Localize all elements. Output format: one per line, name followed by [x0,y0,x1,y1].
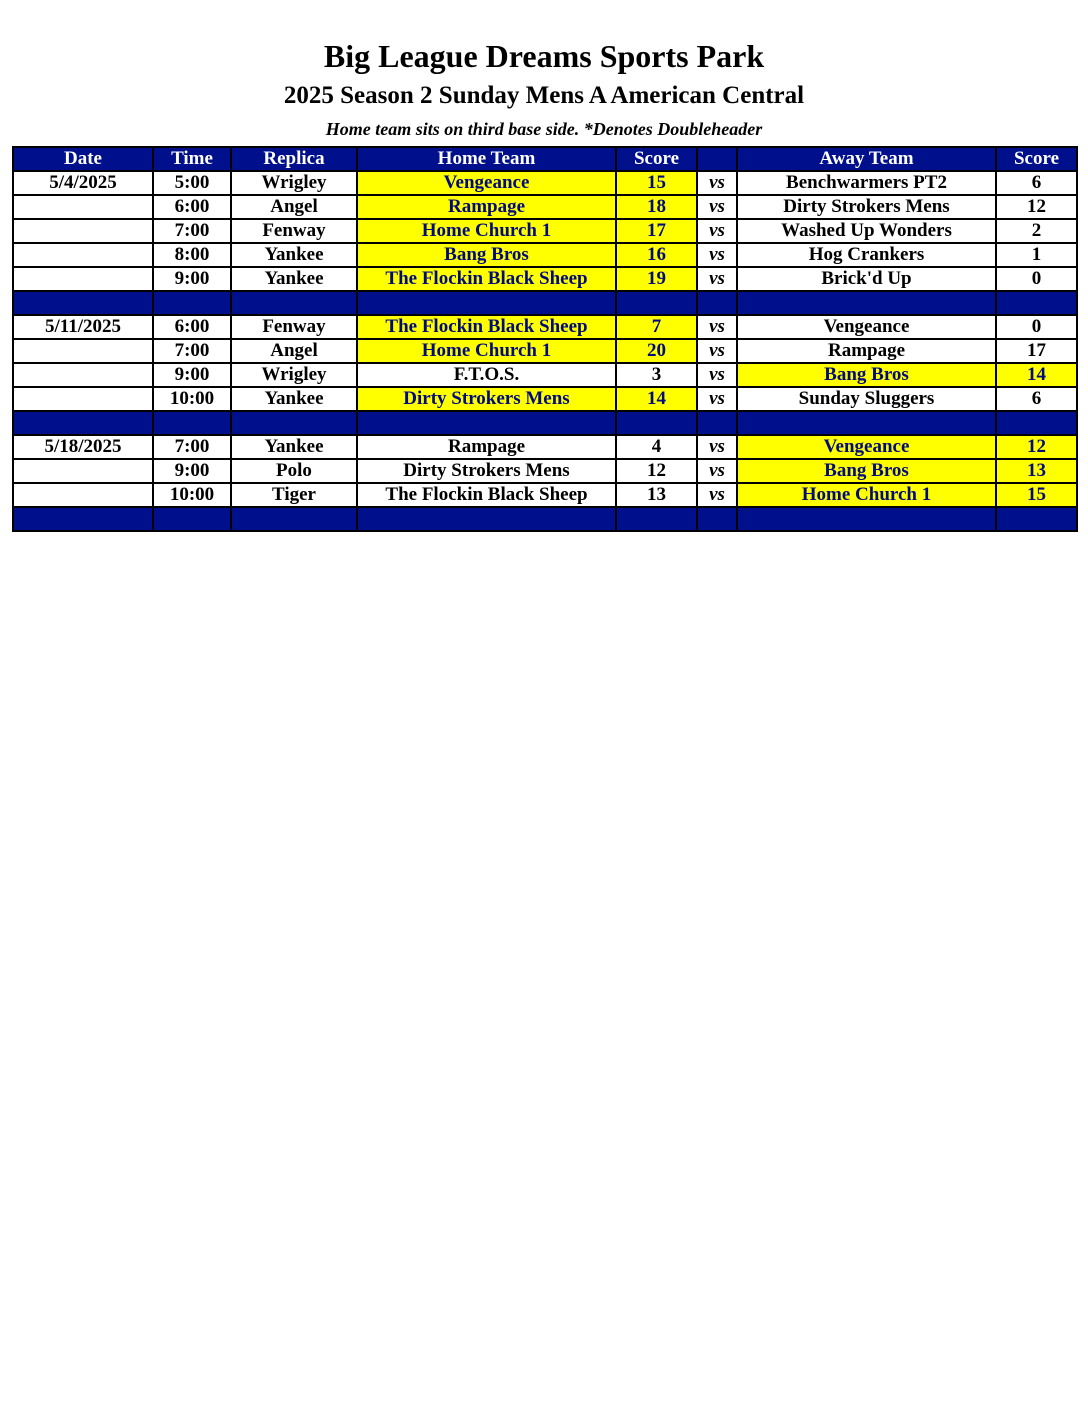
away-score: 12 [996,195,1077,219]
schedule-body [13,171,1077,531]
vs-label: vs [697,315,737,339]
column-header-replica: Replica [231,147,357,171]
home-score: 4 [616,435,697,459]
game-date [13,267,153,291]
away-team: Sunday Sluggers [737,387,996,411]
game-date: 5/4/2025 [13,171,153,195]
separator-cell [231,507,357,531]
separator-cell [231,291,357,315]
home-team: Home Church 1 [357,339,616,363]
table-row [13,315,1077,339]
away-score: 0 [996,315,1077,339]
vs-label: vs [697,387,737,411]
home-score: 13 [616,483,697,507]
game-replica-field: Angel [231,195,357,219]
separator-cell [357,291,616,315]
separator-cell [616,411,697,435]
away-team: Home Church 1 [737,483,996,507]
away-score: 13 [996,459,1077,483]
home-team: Home Church 1 [357,219,616,243]
away-team: Vengeance [737,315,996,339]
column-header-time: Time [153,147,231,171]
home-score: 14 [616,387,697,411]
game-time: 7:00 [153,435,231,459]
away-team: Rampage [737,339,996,363]
column-header-home-score: Score [616,147,697,171]
game-time: 9:00 [153,459,231,483]
game-date [13,483,153,507]
game-time: 6:00 [153,195,231,219]
game-time: 7:00 [153,339,231,363]
table-row [13,219,1077,243]
vs-label: vs [697,459,737,483]
separator-cell [13,291,153,315]
away-team: Bang Bros [737,459,996,483]
game-date [13,387,153,411]
separator-cell [153,507,231,531]
game-replica-field: Fenway [231,219,357,243]
home-score: 3 [616,363,697,387]
week-separator-row [13,411,1077,435]
separator-cell [153,411,231,435]
table-header-row [13,147,1077,171]
home-team: Vengeance [357,171,616,195]
away-team: Benchwarmers PT2 [737,171,996,195]
game-replica-field: Fenway [231,315,357,339]
game-replica-field: Yankee [231,267,357,291]
separator-cell [737,411,996,435]
game-time: 9:00 [153,267,231,291]
week-separator-row [13,291,1077,315]
column-header-away-team: Away Team [737,147,996,171]
game-time: 6:00 [153,315,231,339]
separator-cell [357,411,616,435]
separator-cell [996,291,1077,315]
schedule-table [12,146,1078,532]
away-score: 12 [996,435,1077,459]
home-team: F.T.O.S. [357,363,616,387]
game-time: 5:00 [153,171,231,195]
home-team: Rampage [357,435,616,459]
game-time: 8:00 [153,243,231,267]
home-score: 16 [616,243,697,267]
table-row [13,339,1077,363]
away-team: Washed Up Wonders [737,219,996,243]
game-replica-field: Wrigley [231,363,357,387]
table-row [13,243,1077,267]
separator-cell [996,507,1077,531]
table-row [13,195,1077,219]
game-replica-field: Yankee [231,387,357,411]
away-score: 6 [996,171,1077,195]
separator-cell [737,507,996,531]
table-row [13,483,1077,507]
away-score: 0 [996,267,1077,291]
home-team: The Flockin Black Sheep [357,267,616,291]
game-date: 5/11/2025 [13,315,153,339]
table-row [13,267,1077,291]
separator-cell [616,291,697,315]
home-score: 17 [616,219,697,243]
separator-cell [13,507,153,531]
page-title: Big League Dreams Sports Park [323,38,765,74]
column-header-date: Date [13,147,153,171]
schedule-note: Home team sits on third base side. *Denotes Doubleheader [325,119,763,139]
game-replica-field: Yankee [231,435,357,459]
separator-cell [153,291,231,315]
game-date [13,243,153,267]
column-header-vs [697,147,737,171]
game-replica-field: Yankee [231,243,357,267]
away-score: 15 [996,483,1077,507]
away-score: 1 [996,243,1077,267]
game-replica-field: Angel [231,339,357,363]
vs-label: vs [697,267,737,291]
separator-cell [996,411,1077,435]
home-score: 19 [616,267,697,291]
game-date [13,339,153,363]
home-score: 15 [616,171,697,195]
game-time: 9:00 [153,363,231,387]
vs-label: vs [697,243,737,267]
away-team: Dirty Strokers Mens [737,195,996,219]
separator-cell [616,507,697,531]
away-score: 2 [996,219,1077,243]
game-time: 10:00 [153,387,231,411]
game-date [13,459,153,483]
home-team: Rampage [357,195,616,219]
home-team: Bang Bros [357,243,616,267]
away-score: 6 [996,387,1077,411]
column-header-home-team: Home Team [357,147,616,171]
separator-cell [357,507,616,531]
game-date [13,195,153,219]
separator-cell [697,291,737,315]
vs-label: vs [697,195,737,219]
home-score: 18 [616,195,697,219]
away-team: Vengeance [737,435,996,459]
table-row [13,363,1077,387]
away-score: 17 [996,339,1077,363]
separator-cell [231,411,357,435]
vs-label: vs [697,363,737,387]
game-time: 7:00 [153,219,231,243]
home-team: Dirty Strokers Mens [357,387,616,411]
home-score: 7 [616,315,697,339]
home-team: The Flockin Black Sheep [357,483,616,507]
game-date [13,219,153,243]
home-team: Dirty Strokers Mens [357,459,616,483]
away-team: Bang Bros [737,363,996,387]
away-team: Hog Crankers [737,243,996,267]
game-replica-field: Polo [231,459,357,483]
home-team: The Flockin Black Sheep [357,315,616,339]
separator-cell [697,507,737,531]
home-score: 20 [616,339,697,363]
home-score: 12 [616,459,697,483]
page-subtitle: 2025 Season 2 Sunday Mens A American Central [283,82,805,109]
vs-label: vs [697,219,737,243]
away-score: 14 [996,363,1077,387]
game-replica-field: Tiger [231,483,357,507]
game-time: 10:00 [153,483,231,507]
column-header-away-score: Score [996,147,1077,171]
game-date: 5/18/2025 [13,435,153,459]
vs-label: vs [697,339,737,363]
vs-label: vs [697,483,737,507]
vs-label: vs [697,435,737,459]
separator-cell [697,411,737,435]
week-separator-row [13,507,1077,531]
table-row [13,459,1077,483]
separator-cell [737,291,996,315]
table-row [13,387,1077,411]
separator-cell [13,411,153,435]
table-row [13,171,1077,195]
vs-label: vs [697,171,737,195]
table-row [13,435,1077,459]
away-team: Brick'd Up [737,267,996,291]
game-replica-field: Wrigley [231,171,357,195]
game-date [13,363,153,387]
